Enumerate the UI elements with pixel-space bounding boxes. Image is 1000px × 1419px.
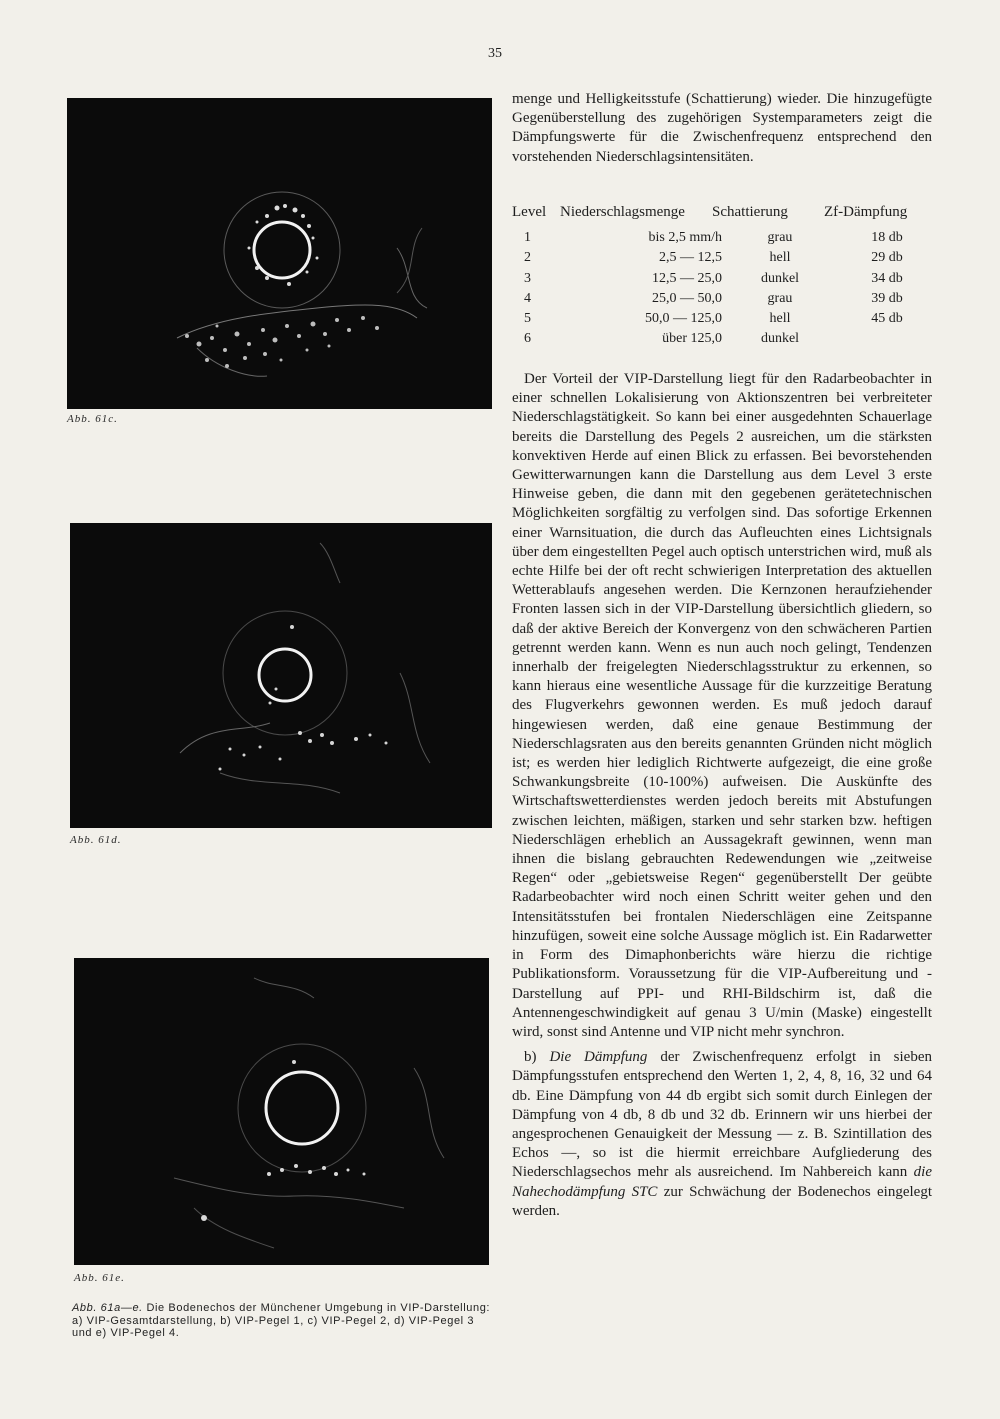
cell-level: 1	[524, 230, 531, 245]
cell-level: 4	[524, 290, 531, 306]
cell-db: 18 db	[871, 230, 903, 245]
table-row	[512, 329, 932, 349]
table-row	[512, 248, 932, 268]
radar-photo-61c	[67, 98, 492, 409]
cell-level: 6	[524, 331, 531, 347]
cell-range: 12,5 — 25,0	[652, 270, 722, 286]
paragraph-b-end: zur Schwächung der Bodenechos eingelegt werden.	[512, 1183, 932, 1219]
radar-photo-61d	[70, 523, 492, 828]
header-niederschlagsmenge: Niederschlagsmenge	[560, 204, 685, 220]
cell-shade: dunkel	[760, 270, 800, 286]
figure-label-61d: Abb. 61d.	[70, 834, 122, 846]
cell-db: 45 db	[871, 311, 903, 327]
page-number: 35	[488, 46, 502, 61]
cell-range: bis 2,5 mm/h	[648, 230, 722, 245]
header-level: Level	[512, 204, 547, 220]
paragraph-b-prefix: b)	[524, 1049, 550, 1066]
header-zf-daempfung: Zf-Dämpfung	[824, 204, 908, 220]
table-header	[512, 202, 932, 222]
table-row	[512, 309, 932, 329]
figure-caption	[72, 1302, 492, 1340]
main-text-block	[512, 370, 932, 1221]
cell-db: 29 db	[871, 250, 903, 266]
table-row	[512, 228, 932, 248]
cell-shade: grau	[767, 230, 793, 245]
figure-label-61c: Abb. 61c.	[67, 413, 118, 425]
intro-paragraph-block	[512, 90, 932, 167]
intro-paragraph: menge und Helligkeitsstufe (Schattierung) wieder. Die hinzugefügte Gegenüberstellung des zugehörigen Systemparameters zeigt die Dämpfungswerte für die Zwischenfrequenz entsprechend den vorstehenden Niederschlagsintensitäten.	[512, 91, 932, 165]
figure-label-61e: Abb. 61e.	[74, 1272, 125, 1284]
figure-caption-text: Die Bodenechos der Münchener Umgebung in VIP-Darstellung: a) VIP-Gesamtdarstellung, b) VIP-Pegel 1, c) VIP-Pegel 2, d) VIP-Pegel 3 und e) VIP-Pegel 4.	[72, 1302, 491, 1339]
table-row	[512, 269, 932, 289]
cell-shade: hell	[769, 250, 791, 266]
paragraph-b-text: der Zwischenfrequenz erfolgt in sieben Dämpfungsstufen entsprechend den Werten 1, 2, 4, 8, 16, 32 und 64 db. Eine Dämpfung von 44 db ergibt sich somit durch Einlegen der Dämpfung von 4 db, 8 db und 32 db. Erinnern wir uns hierbei der angesprochenen Genauigkeit der Messung — z. B. Szintillation des Echos —, so ist die hiermit erreichbare Aufgliederung des Niederschlagsechos mehr als ausreichend. Im Nahbereich kann	[512, 1049, 932, 1181]
cell-db: 39 db	[871, 290, 903, 306]
cell-db: 34 db	[871, 270, 903, 286]
cell-shade: grau	[767, 290, 793, 306]
table-row	[512, 289, 932, 309]
paragraph-b-term: Die Dämpfung	[549, 1049, 648, 1066]
level-table	[512, 202, 932, 350]
cell-level: 2	[524, 250, 531, 266]
figure-caption-lead: Abb. 61a—e.	[72, 1302, 143, 1314]
cell-range: über 125,0	[662, 331, 722, 347]
cell-range: 50,0 — 125,0	[645, 311, 722, 327]
cell-shade: dunkel	[760, 331, 800, 347]
cell-level: 5	[524, 311, 531, 327]
paragraph-b	[512, 1048, 932, 1221]
cell-level: 3	[524, 270, 531, 286]
radar-photo-61e	[74, 958, 489, 1265]
main-paragraph: Der Vorteil der VIP-Darstellung liegt für den Radarbeobachter in einer schnellen Lokalisierung von Aktionszentren bei verbreiteter Niederschlagstätigkeit. So kann bei einer ausgedehnten Schauerlage bereits die Darstellung des Pegels 2 ausreichen, um die stärksten konvektiven Herde auf einen Blick zu erfassen. Bei bevorstehenden Gewitterwarnungen kann die Darstellung aus dem Level 3 erste Hinweise geben, die dann mit den gegebenen gerätetechnischen Möglichkeiten sorgfältig zu verfolgen sind. Das sofortige Erkennen einer Warnsituation, die durch das Aufleuchten eines Lichtsignals über dem eingestellten Pegel auch optisch unterstrichen wird, muß als echte Hilfe bei der oft recht schwierigen Interpretation des aktuellen Wetterablaufs angesehen werden. Die Kernzonen heraufziehender Fronten lassen sich in der VIP-Darstellung übersichtlich gliedern, so daß der aktive Bereich der Konvergenz von den schwächeren Partien getrennt werden kann. Wenn es nun auch noch gelingt, Tendenzen innerhalb der freigelegten Niederschlagsstruktur zu erkennen, so kann hieraus eine wesentliche Aussage für die kurzzeitige Beratung des Flugverkehrs gewonnen werden. Es muß jedoch darauf hingewiesen werden, daß eine genaue Bestimmung der Niederschlagsraten aus den bereits genannten Gründen nicht möglich ist; es werden hier lediglich Richtwerte aufgezeigt, die eine große Schwankungsbreite (10-100%) aufweisen. Die Auskünfte des Wirtschaftswetterdienstes werden jedoch bereits mit Abstufungen zwischen leichten, mäßigen, starken und sehr starken bzw. heftigen Niederschlägen erheblich an Aussagekraft gewinnen, wenn man ihnen die bislang gebrauchten Redewendungen wie „zeitweise Regen“ oder „gebietsweise Regen“ gegenüberstellt Der geübte Radarbeobachter wird noch einen Schritt weiter gehen und den Intensitätsstufen bei frontalen Niederschlägen eine Zeitspanne hinzufügen, soweit eine solche Aussage möglich ist. Ein Radarwetter in Form des Dimaphonberichts wäre hierzu die richtige Publikationsform. Voraussetzung für die VIP-Aufbereitung und -Darstellung auf PPI- und RHI-Bildschirm ist, daß die Antennengeschwindigkeit auf genau 3 U/min (Maske) eingestellt wird, sonst sind Antenne und VIP nicht mehr synchron.	[512, 371, 932, 1040]
paragraph-b-term-stc: die Nahechodämpfung STC	[512, 1164, 932, 1200]
cell-shade: hell	[769, 311, 791, 327]
cell-range: 25,0 — 50,0	[652, 290, 722, 306]
header-schattierung: Schattierung	[712, 204, 788, 220]
cell-range: 2,5 — 12,5	[659, 250, 722, 266]
